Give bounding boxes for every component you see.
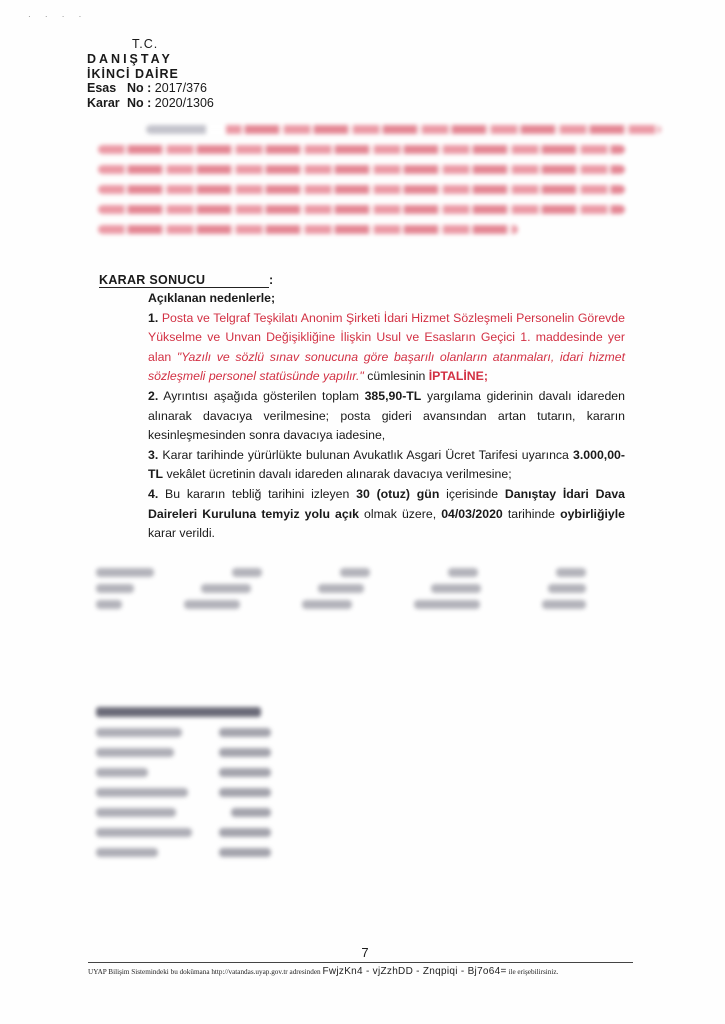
header-tc: T.C. <box>132 37 159 51</box>
redacted-cell <box>219 788 271 797</box>
redacted-cell <box>302 600 352 609</box>
redacted-cell <box>96 768 148 777</box>
header-department: İKİNCİ DAİRE <box>87 66 179 81</box>
decision-item-4 <box>98 485 625 544</box>
item-4-days: 30 (otuz) gün <box>356 486 440 501</box>
footer-access-code: FwjzKn4 - vjZzhDD - Znqpiqi - Bj7o64= <box>322 966 507 977</box>
redacted-cell <box>232 568 262 577</box>
cost-row <box>96 848 271 857</box>
redacted-cell <box>548 584 586 593</box>
redacted-cell <box>431 584 481 593</box>
redacted-cell <box>96 600 122 609</box>
item-1-iptal: İPTALİNE; <box>428 369 488 384</box>
redacted-line <box>98 145 625 154</box>
redacted-cell <box>201 584 251 593</box>
item-3-text-b: vekâlet ücretinin davalı idareden alınarak davacıya verilmesine; <box>163 467 512 482</box>
header-court: DANIŞTAY <box>87 51 173 66</box>
cost-row <box>96 768 271 777</box>
redacted-cell <box>219 768 271 777</box>
redacted-cell <box>231 808 271 817</box>
header-karar-row <box>87 96 214 111</box>
esas-value: 2017/376 <box>154 81 207 96</box>
karar-sonucu-text: KARAR SONUCU <box>99 273 206 287</box>
item-4-text-c: olmak üzere, <box>358 506 442 521</box>
karar-no-label: No : <box>127 96 152 111</box>
uyap-footer <box>88 962 633 977</box>
redacted-cell <box>414 600 480 609</box>
cost-row <box>96 728 271 737</box>
header-esas-row <box>87 81 214 96</box>
redacted-cell <box>96 848 158 857</box>
redacted-line <box>98 225 518 234</box>
redacted-cell <box>318 584 364 593</box>
redacted-signature-table <box>96 568 586 616</box>
karar-sonucu-heading <box>99 273 269 288</box>
item-2-text: Ayrıntısı aşağıda gösterilen toplam <box>163 388 365 403</box>
page-number: 7 <box>361 945 369 960</box>
karar-sonucu-title <box>99 273 273 288</box>
item-2-text-b: yargılama giderinin davalı idareden alınarak davacıya verilmesine; posta gideri avansından artan tutarın, kararın kesinleşmesinden sonra davacıya iadesine, <box>148 388 625 443</box>
item-4-text-b: içerisinde <box>439 486 505 501</box>
redacted-cell <box>448 568 478 577</box>
item-4-court-board: Danıştay İdari Dava Daireleri Kuruluna temyiz yolu açık <box>148 486 626 521</box>
item-3-number: 3. <box>148 447 159 462</box>
item-3-text: Karar tarihinde yürürlükte bulunan Avukatlık Asgari Ücret Tarifesi uyarınca <box>162 447 574 462</box>
cost-row <box>96 748 271 757</box>
signature-row <box>96 584 586 593</box>
redacted-cell <box>219 748 271 757</box>
signature-row <box>96 600 586 609</box>
redacted-cell <box>556 568 586 577</box>
item-2-amount: 385,90-TL <box>364 388 422 403</box>
redacted-cell <box>219 828 271 837</box>
redacted-paragraph <box>98 125 628 245</box>
redacted-cost-table <box>96 707 271 868</box>
esas-number <box>127 81 207 96</box>
redacted-cell <box>96 788 188 797</box>
redacted-cell <box>340 568 370 577</box>
footer-text-a: UYAP Bilişim Sistemindeki bu dokümana http://vatandas.uyap.gov.tr adresinden <box>88 968 323 976</box>
esas-label: Esas <box>87 81 117 96</box>
cost-row <box>96 828 271 837</box>
item-1-text: Posta ve Telgraf Teşkilatı Anonim Şirketi İdari Hizmet Sözleşmeli Personelin Görevde Yükselme ve Unvan Değişikliğine İlişkin Usul ve Esasların Geçici 1. maddesinde yer alan <box>148 310 625 364</box>
redacted-cell <box>96 828 192 837</box>
item-4-date: 04/03/2020 <box>441 506 503 521</box>
redacted-cell <box>96 584 134 593</box>
decision-item-2 <box>98 387 625 446</box>
redacted-cell <box>96 808 176 817</box>
redacted-line <box>98 205 625 214</box>
redacted-line <box>146 125 661 134</box>
karar-sonucu-colon: : <box>269 273 274 287</box>
redacted-cell <box>96 748 174 757</box>
item-4-text-d: tarihinde <box>502 506 561 521</box>
karar-value: 2020/1306 <box>154 96 214 111</box>
decision-item-3 <box>98 446 625 485</box>
item-2-number: 2. <box>148 388 159 403</box>
redacted-cell <box>219 848 271 857</box>
karar-label: Karar <box>87 96 120 111</box>
redacted-cost-header <box>96 707 261 717</box>
reasons-intro: Açıklanan nedenlerle; <box>148 291 276 305</box>
redacted-cell <box>542 600 586 609</box>
esas-no-label: No : <box>127 81 152 96</box>
item-4-unanimous: oybirliğiyle <box>560 506 625 521</box>
item-1-quote: "Yazılı ve sözlü sınav sonucuna göre başarılı olanların atanmaları, idari hizmet sözleşmeli personel statüsünde yapılır." <box>148 349 625 384</box>
court-header <box>87 37 214 111</box>
item-4-text: Bu kararın tebliğ tarihini izleyen <box>165 486 357 501</box>
item-1-number: 1. <box>148 310 159 325</box>
item-1-text-b: cümlesinin <box>363 369 429 384</box>
signature-row <box>96 568 586 577</box>
item-4-text-e: karar verildi. <box>148 526 215 541</box>
decision-body <box>98 289 625 544</box>
redacted-cell <box>184 600 240 609</box>
item-3-amount: 3.000,00-TL <box>148 447 625 482</box>
redacted-cell <box>96 568 154 577</box>
redacted-line <box>98 185 625 194</box>
decision-item-1 <box>98 309 625 387</box>
redacted-line <box>98 165 625 174</box>
scan-specks: · · · · <box>28 12 88 21</box>
karar-number <box>127 96 214 111</box>
cost-row <box>96 808 271 817</box>
redacted-cell <box>96 728 182 737</box>
footer-text-b: ile erişebilirsiniz. <box>506 968 559 976</box>
cost-row <box>96 788 271 797</box>
item-4-number: 4. <box>148 486 159 501</box>
redacted-cell <box>219 728 271 737</box>
